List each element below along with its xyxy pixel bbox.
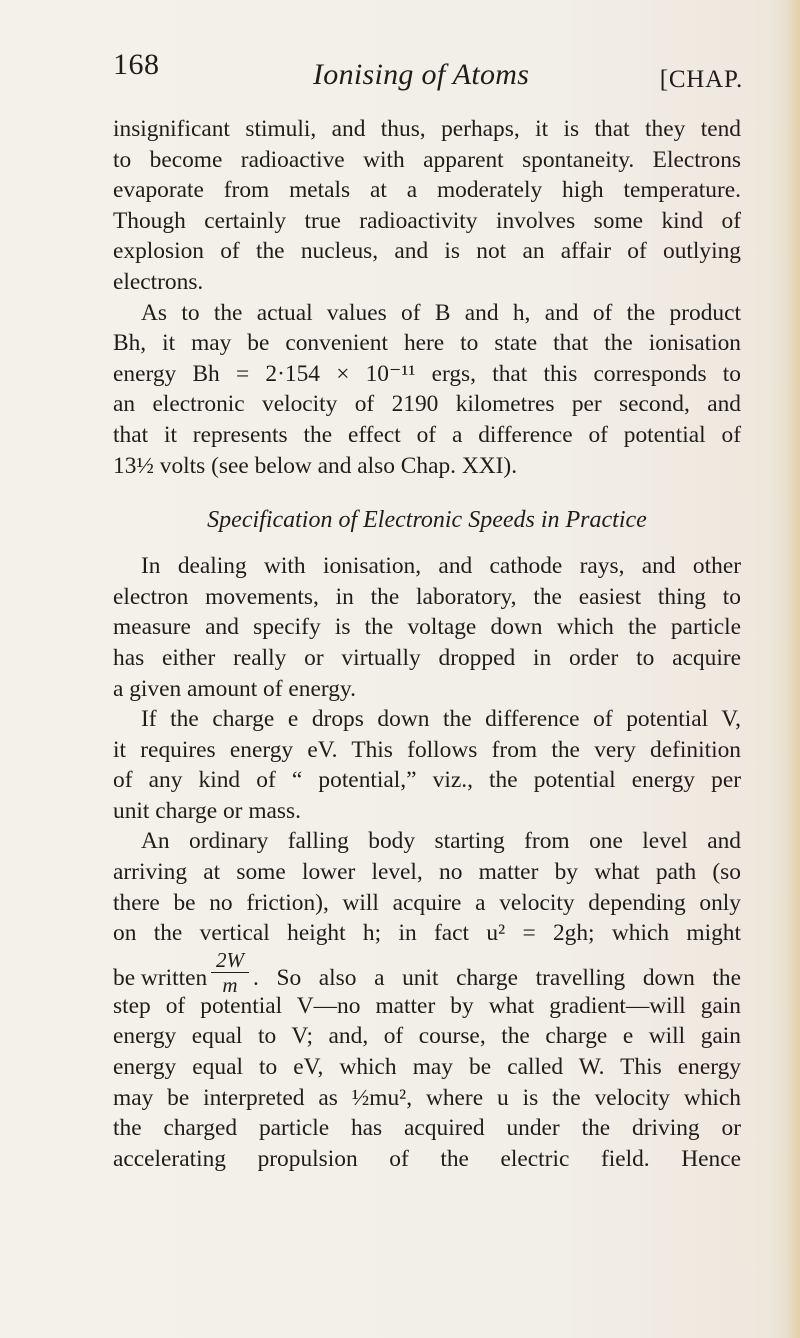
text-line: an electronic velocity of 2190 kilometres per second, and — [113, 391, 741, 418]
paragraph-5 — [113, 826, 741, 1174]
text-line: the charged particle has acquired under the driving or — [113, 1115, 741, 1142]
text-line: on the vertical height h; in fact u² = 2gh; which might — [113, 920, 741, 947]
text-line: that it represents the effect of a difference of potential of — [113, 421, 741, 448]
chapter-marker: [CHAP. — [659, 66, 743, 93]
text-line: arriving at some lower level, no matter by what path (so — [113, 859, 741, 886]
text-line: If the charge e drops down the difference of potential V, — [141, 706, 741, 733]
spacer — [113, 481, 741, 503]
text-line: of any kind of “ potential,” viz., the potential energy per — [113, 767, 741, 794]
text-line: it requires energy eV. This follows from the very definition — [113, 736, 741, 763]
text-line: evaporate from metals at a moderately high temperature. — [113, 177, 741, 204]
text-line: accelerating propulsion of the electric field. Hence — [113, 1145, 741, 1172]
text-line: As to the actual values of B and h, and of the product — [141, 299, 741, 326]
text-line: explosion of the nucleus, and is not an affair of outlying — [113, 238, 741, 265]
fraction-denominator: m — [222, 972, 238, 997]
text-line: may be interpreted as ½mu², where u is the velocity which — [113, 1084, 741, 1111]
text-line: 13½ volts (see below and also Chap. XXI). — [113, 452, 518, 479]
text-line: to become radioactive with apparent spontaneity. Electrons — [113, 146, 741, 173]
paragraph-2 — [113, 298, 741, 482]
section-heading: Specification of Electronic Speeds in Practice — [207, 507, 647, 534]
text-line: electron movements, in the laboratory, the easiest thing to — [113, 583, 741, 610]
spacer — [113, 537, 741, 551]
formula-lead-text: be written — [113, 964, 208, 991]
text-line: energy Bh = 2·154 × 10⁻¹¹ ergs, that this corresponds to — [113, 360, 741, 387]
text-line: step of potential V—no matter by what gradient—will gain — [113, 992, 741, 1019]
text-line: Though certainly true radioactivity involves some kind of — [113, 207, 741, 234]
formula-line — [113, 947, 741, 997]
text-line: In dealing with ionisation, and cathode rays, and other — [141, 553, 741, 580]
formula-trail-text: . So also a unit charge travelling down the — [253, 964, 741, 991]
text-line: there be no friction), will acquire a velocity depending only — [113, 889, 741, 916]
text-line: An ordinary falling body starting from one level and — [141, 828, 741, 855]
text-line: has either really or virtually dropped in order to acquire — [113, 644, 741, 671]
fraction-numerator: 2W — [216, 947, 244, 972]
body-text — [113, 114, 741, 1174]
text-line: a given amount of energy. — [113, 675, 356, 702]
text-line: Bh, it may be convenient here to state that the ionisation — [113, 330, 741, 357]
text-line: energy equal to V; and, of course, the charge e will gain — [113, 1023, 741, 1050]
fraction — [211, 949, 249, 996]
page-edge-shading — [786, 0, 800, 1338]
paragraph-1 — [113, 114, 741, 298]
text-line: energy equal to eV, which may be called W. This energy — [113, 1054, 741, 1081]
page-number: 168 — [113, 48, 160, 81]
text-line: insignificant stimuli, and thus, perhaps, it is that they tend — [113, 116, 741, 142]
paragraph-3 — [113, 551, 741, 704]
text-line: electrons. — [113, 268, 204, 295]
running-head — [113, 48, 743, 98]
text-line: unit charge or mass. — [113, 797, 301, 824]
paragraph-4 — [113, 704, 741, 826]
running-title: Ionising of Atoms — [313, 58, 530, 91]
text-line: measure and specify is the voltage down which the particle — [113, 614, 741, 641]
